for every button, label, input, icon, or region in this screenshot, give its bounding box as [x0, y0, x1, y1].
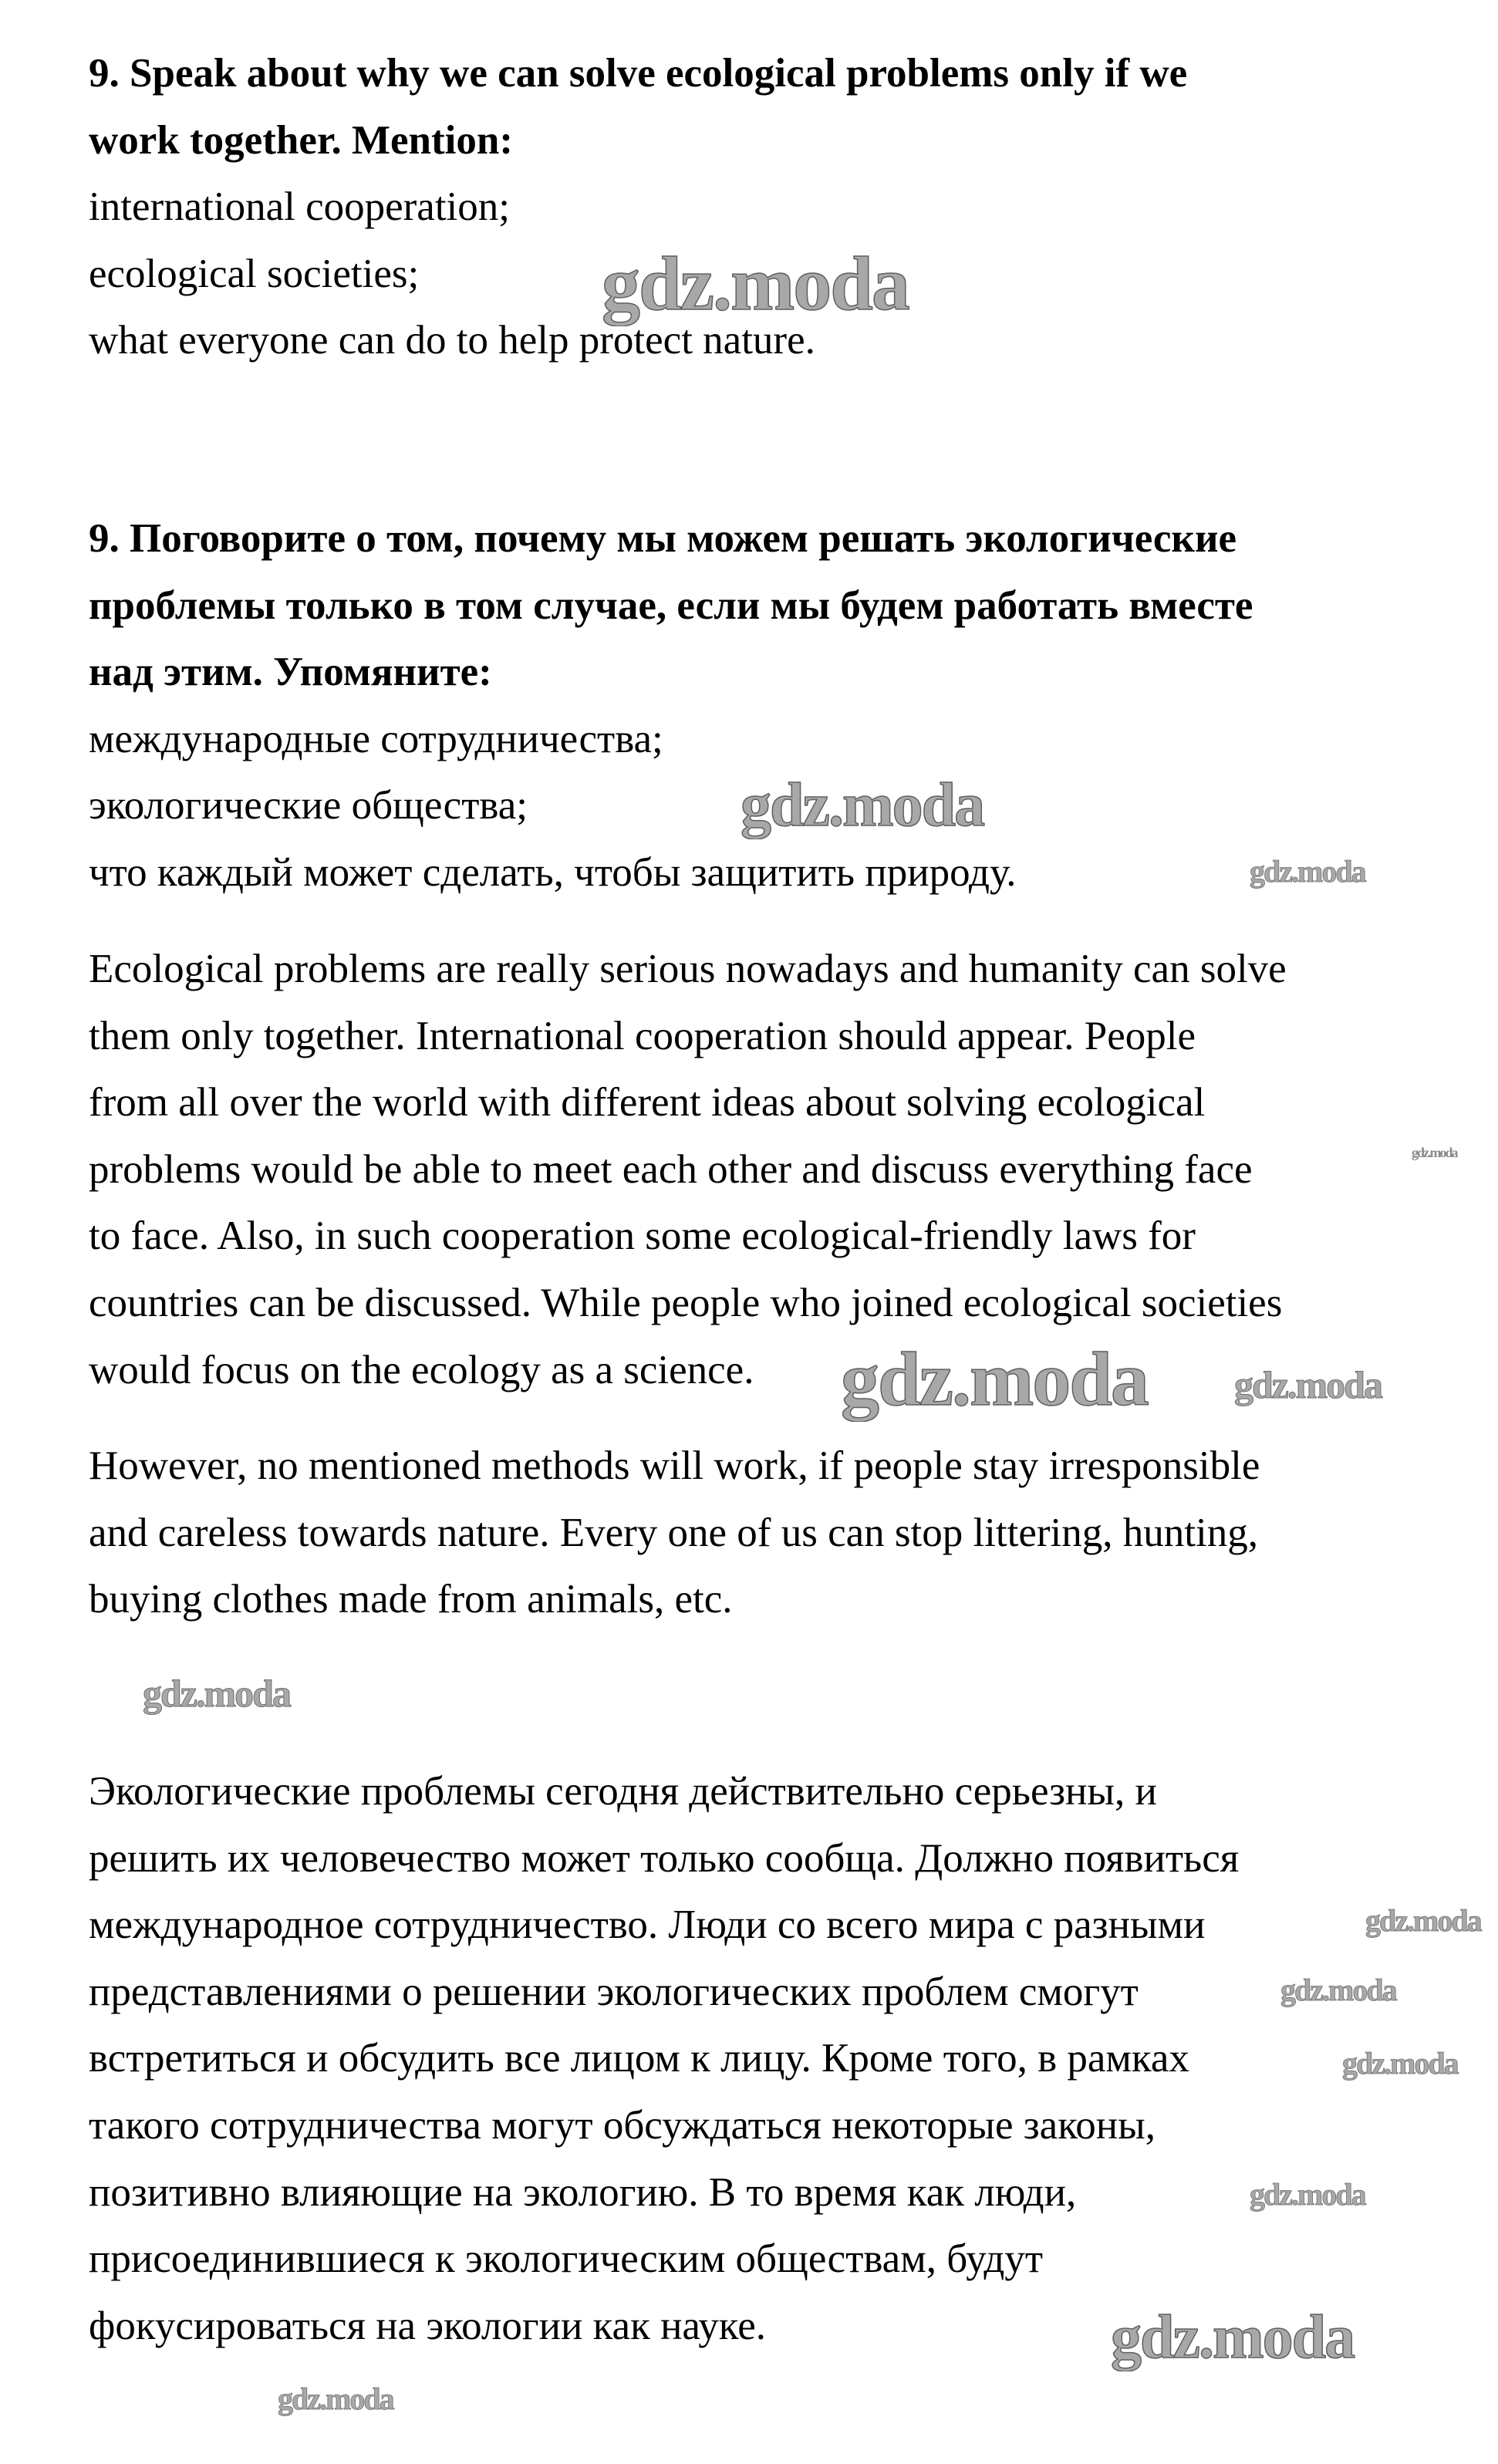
watermark: gdz.moda [1280, 1973, 1396, 2007]
paragraph-line: would focus on the ecology as a science. [89, 1347, 754, 1392]
watermark: gdz.moda [1111, 2304, 1355, 2371]
paragraph-line: представлениями о решении экологических проблем смогут [89, 1969, 1139, 2014]
paragraph-line: решить их человечество может только сообща. Должно появиться [89, 1835, 1240, 1881]
task-item: international cooperation; [89, 184, 510, 230]
paragraph-line: встретиться и обсудить все лицом к лицу. Кроме того, в рамках [89, 2036, 1189, 2081]
paragraph-line: позитивно влияющие на экологию. В то время как люди, [89, 2169, 1077, 2215]
paragraph-line: countries can be discussed. While people who joined ecological societies [89, 1280, 1283, 1325]
answer-ru-paragraph [89, 1758, 1462, 2359]
paragraph-line: to face. Also, in such cooperation some ecological-friendly laws for [89, 1213, 1196, 1259]
watermark: gdz.moda [278, 2381, 393, 2416]
task-item: what everyone can do to help protect nature. [89, 318, 815, 363]
paragraph-line: Экологические проблемы сегодня действительно серьезны, и [89, 1769, 1157, 1814]
answer-en-paragraph-1 [89, 936, 1462, 1406]
task-heading-line: 9. Speak about why we can solve ecological problems only if we [89, 51, 1188, 96]
paragraph-line: from all over the world with different ideas about solving ecological [89, 1080, 1206, 1126]
paragraph-line: международное сотрудничество. Люди со всего мира с разными [89, 1902, 1206, 1948]
paragraph-line: Ecological problems are really serious nowadays and humanity can solve [89, 947, 1287, 991]
watermark: gdz.moda [841, 1336, 1148, 1422]
watermark: gdz.moda [741, 771, 984, 839]
task-heading-line: work together. Mention: [89, 117, 514, 163]
paragraph-line: However, no mentioned methods will work, if people stay irresponsible [89, 1443, 1260, 1488]
task-heading-line: 9. Поговорите о том, почему мы можем решать экологические [89, 516, 1237, 561]
task-heading-line: проблемы только в том случае, если мы будем работать вместе [89, 582, 1253, 628]
paragraph-line: присоединившиеся к экологическим обществам, будут [89, 2236, 1043, 2282]
paragraph-line: такого сотрудничества могут обсуждаться некоторые законы, [89, 2102, 1156, 2148]
watermark: gdz.moda [1250, 854, 1365, 889]
task-item: экологические общества; [89, 783, 528, 829]
watermark: gdz.moda [602, 241, 909, 326]
task-item: международные сотрудничества; [89, 716, 663, 761]
watermark: gdz.moda [143, 1672, 290, 1715]
paragraph-line: buying clothes made from animals, etc. [89, 1577, 733, 1622]
paragraph-line: фокусироваться на экологии как науке. [89, 2303, 766, 2348]
watermark: gdz.moda [1234, 1363, 1382, 1406]
watermark: gdz.moda [1412, 1145, 1457, 1160]
answer-en-paragraph-2 [89, 1433, 1462, 1633]
task-ru [89, 505, 1462, 906]
paragraph-line: them only together. International cooperation should appear. People [89, 1013, 1196, 1058]
task-item: что каждый может сделать, чтобы защитить природу. [89, 849, 1017, 895]
task-heading-line: над этим. Упомяните: [89, 650, 492, 695]
watermark: gdz.moda [1250, 2177, 1365, 2212]
watermark: gdz.moda [1365, 1903, 1481, 1938]
paragraph-line: problems would be able to meet each other and discuss everything face [89, 1146, 1253, 1192]
paragraph-line: and careless towards nature. Every one of us can stop littering, hunting, [89, 1510, 1258, 1555]
watermark: gdz.moda [1342, 2046, 1458, 2081]
task-item: ecological societies; [89, 251, 420, 296]
